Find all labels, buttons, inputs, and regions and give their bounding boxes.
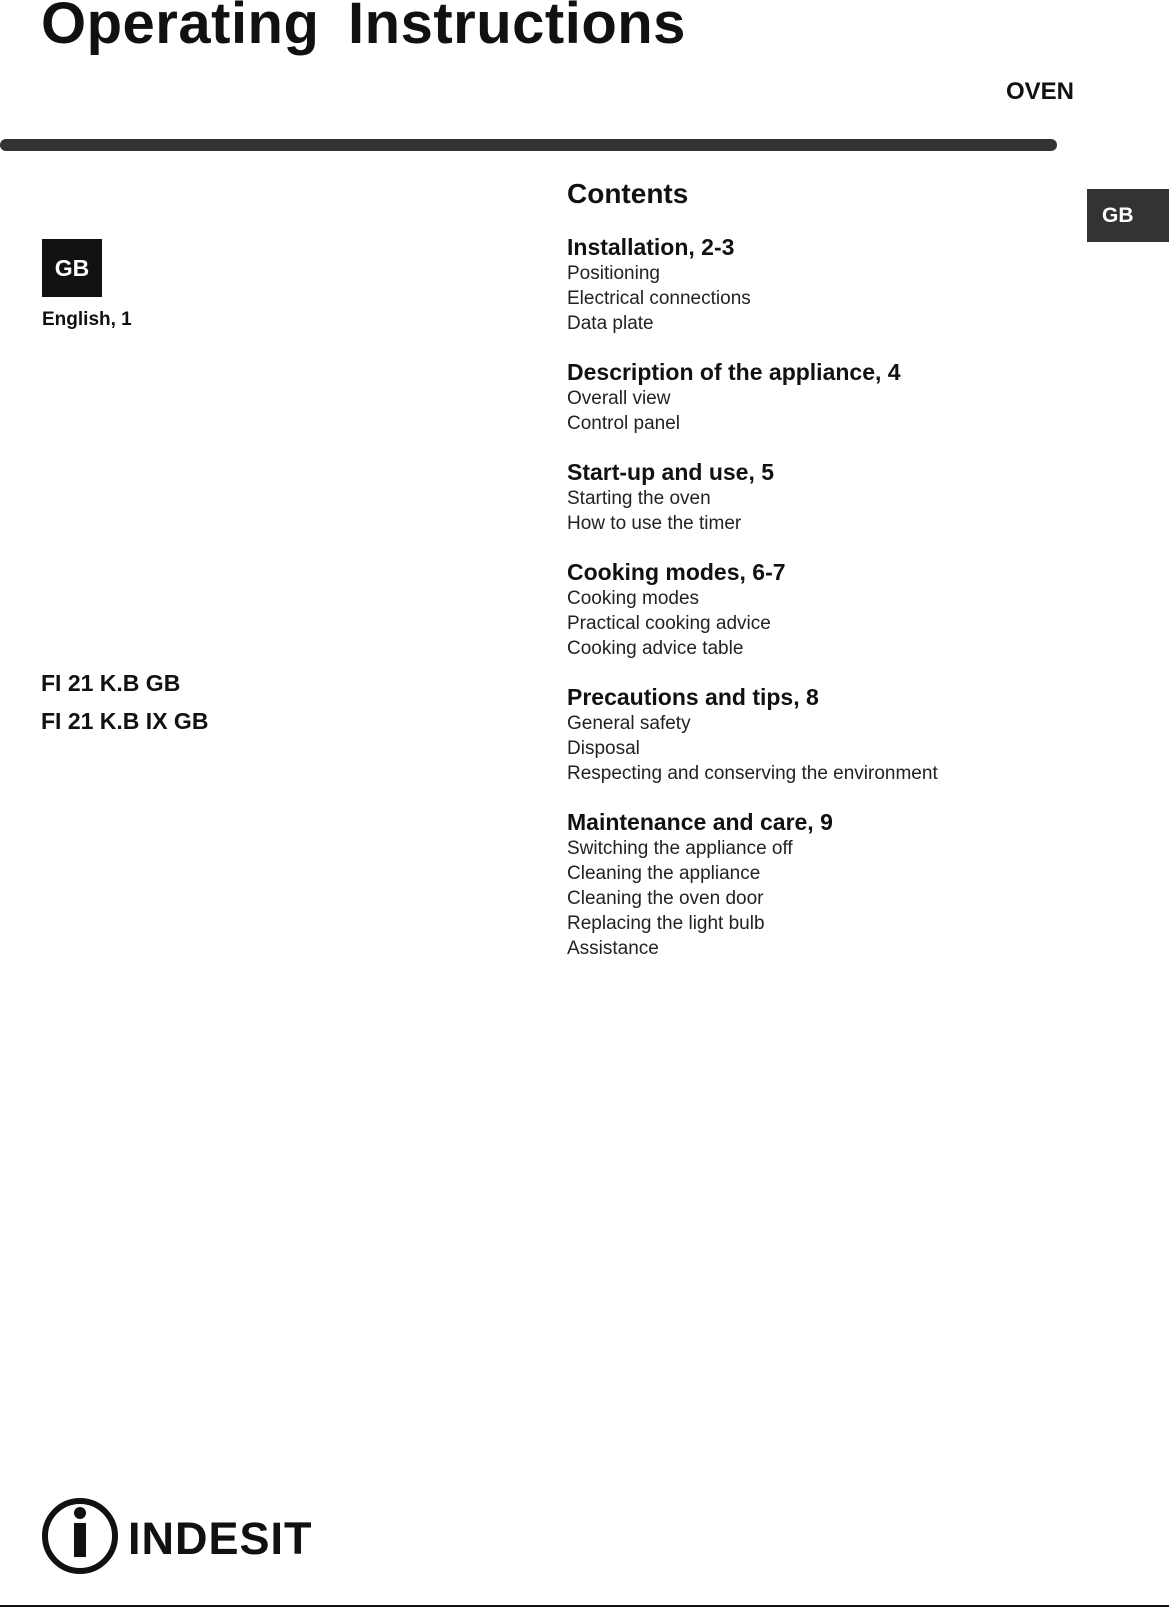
section-item: General safety [567, 713, 691, 734]
section-title[interactable]: Start-up and use, 5 [567, 459, 775, 485]
language-page-ref: English, 1 [42, 309, 132, 330]
model-name: FI 21 K.B IX GB [41, 708, 209, 734]
contents-section-installation [567, 233, 1087, 336]
section-item: Respecting and conserving the environment [567, 763, 938, 784]
contents-section-maintenance [567, 808, 1087, 961]
section-item: Data plate [567, 313, 654, 334]
section-title[interactable]: Description of the appliance, 4 [567, 359, 901, 385]
header-divider [0, 139, 1057, 151]
section-item: Practical cooking advice [567, 613, 771, 634]
section-item: Cooking modes [567, 588, 700, 609]
section-item: Positioning [567, 263, 660, 284]
language-tab[interactable]: GB [1087, 189, 1169, 242]
section-item: Disposal [567, 738, 640, 759]
product-type-label: OVEN [1005, 78, 1074, 105]
section-title[interactable]: Installation, 2-3 [567, 234, 735, 260]
footer-divider [0, 1605, 1169, 1607]
page-title: Operating Instructions [41, 0, 686, 56]
contents-section-precautions [567, 683, 1087, 786]
section-item: Cleaning the appliance [567, 863, 761, 884]
contents-section-cooking-modes [567, 558, 1087, 661]
section-item: Cooking advice table [567, 638, 744, 659]
language-badge: GB [42, 239, 102, 297]
section-title[interactable]: Precautions and tips, 8 [567, 684, 819, 710]
section-item: Assistance [567, 938, 659, 959]
model-name: FI 21 K.B GB [41, 670, 181, 696]
section-item: How to use the timer [567, 513, 742, 534]
contents-section-startup [567, 458, 1087, 536]
contents-heading: Contents [567, 178, 689, 209]
section-item: Starting the oven [567, 488, 711, 509]
section-item: Electrical connections [567, 288, 751, 309]
contents-section-description [567, 358, 1087, 436]
section-item: Control panel [567, 413, 681, 434]
section-item: Switching the appliance off [567, 838, 793, 859]
section-title[interactable]: Cooking modes, 6-7 [567, 559, 786, 585]
svg-text:INDESIT: INDESIT [128, 1513, 313, 1564]
section-title[interactable]: Maintenance and care, 9 [567, 809, 833, 835]
section-item: Overall view [567, 388, 671, 409]
section-item: Replacing the light bulb [567, 913, 765, 934]
model-list [41, 664, 208, 740]
indesit-logo-icon [40, 1492, 340, 1581]
table-of-contents [567, 177, 1087, 983]
section-item: Cleaning the oven door [567, 888, 764, 909]
